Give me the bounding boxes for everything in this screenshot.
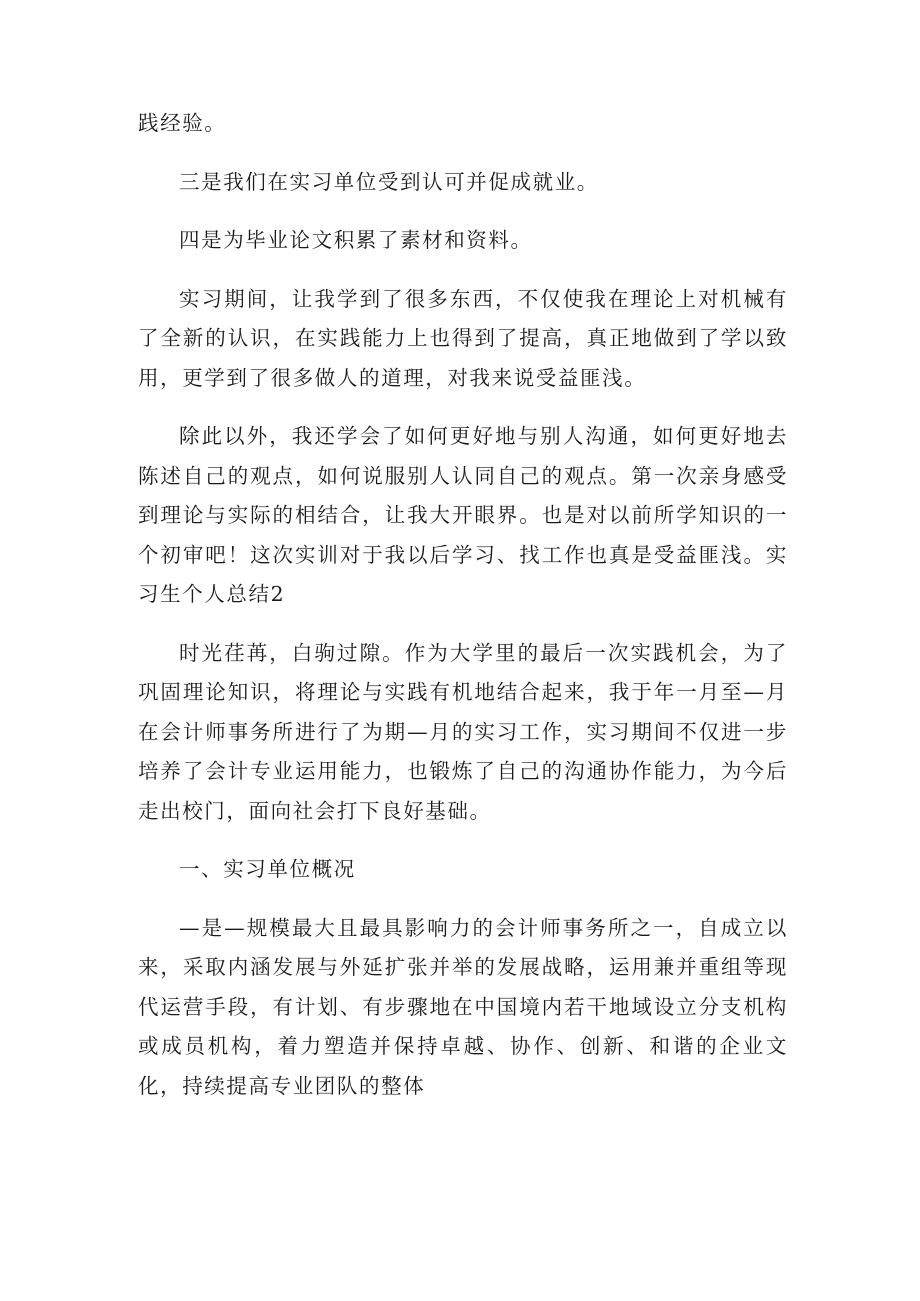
paragraph-4: 实习期间，让我学到了很多东西，不仅使我在理论上对机械有了全新的认识，在实践能力上也得到了提高，真正地做到了学以致用，更学到了很多做人的道理，对我来说受益匪浅。 xyxy=(138,286,788,390)
paragraph-1: 践经验。 xyxy=(138,111,227,135)
paragraph-3: 四是为毕业论文积累了素材和资料。 xyxy=(179,228,533,252)
paragraph-6: 时光荏苒，白驹过隙。作为大学里的最后一次实践机会，为了巩固理论知识，将理论与实践有机地结合起来，我于年一月至—月在会计师事务所进行了为期—月的实习工作，实习期间不仅进一步培养了会计专业运用能力，也锻炼了自己的沟通协作能力，为今后走出校门，面向社会打下良好基础。 xyxy=(138,640,788,823)
paragraph-2: 三是我们在实习单位受到认可并促成就业。 xyxy=(179,169,599,194)
paragraph-8: —是—规模最大且最具影响力的会计师事务所之一，自成立以来，采取内涵发展与外延扩张并举的发展战略，运用兼并重组等现代运营手段，有计划、有步骤地在中国境内若干地域设立分支机构或成员机构，着力塑造并保持卓越、协作、创新、和谐的企业文化，持续提高专业团队的整体 xyxy=(138,915,788,1098)
document-body xyxy=(138,104,788,1125)
section-heading: 一、实习单位概况 xyxy=(179,857,356,881)
paragraph-5: 除此以外，我还学会了如何更好地与别人沟通，如何更好地去陈述自己的观点，如何说服别人认同自己的观点。第一次亲身感受到理论与实际的相结合，让我大开眼界。也是对以前所学知识的一个初审吧！这次实训对于我以后学习、找工作也真是受益匪浅。实习生个人总结2 xyxy=(138,424,788,606)
